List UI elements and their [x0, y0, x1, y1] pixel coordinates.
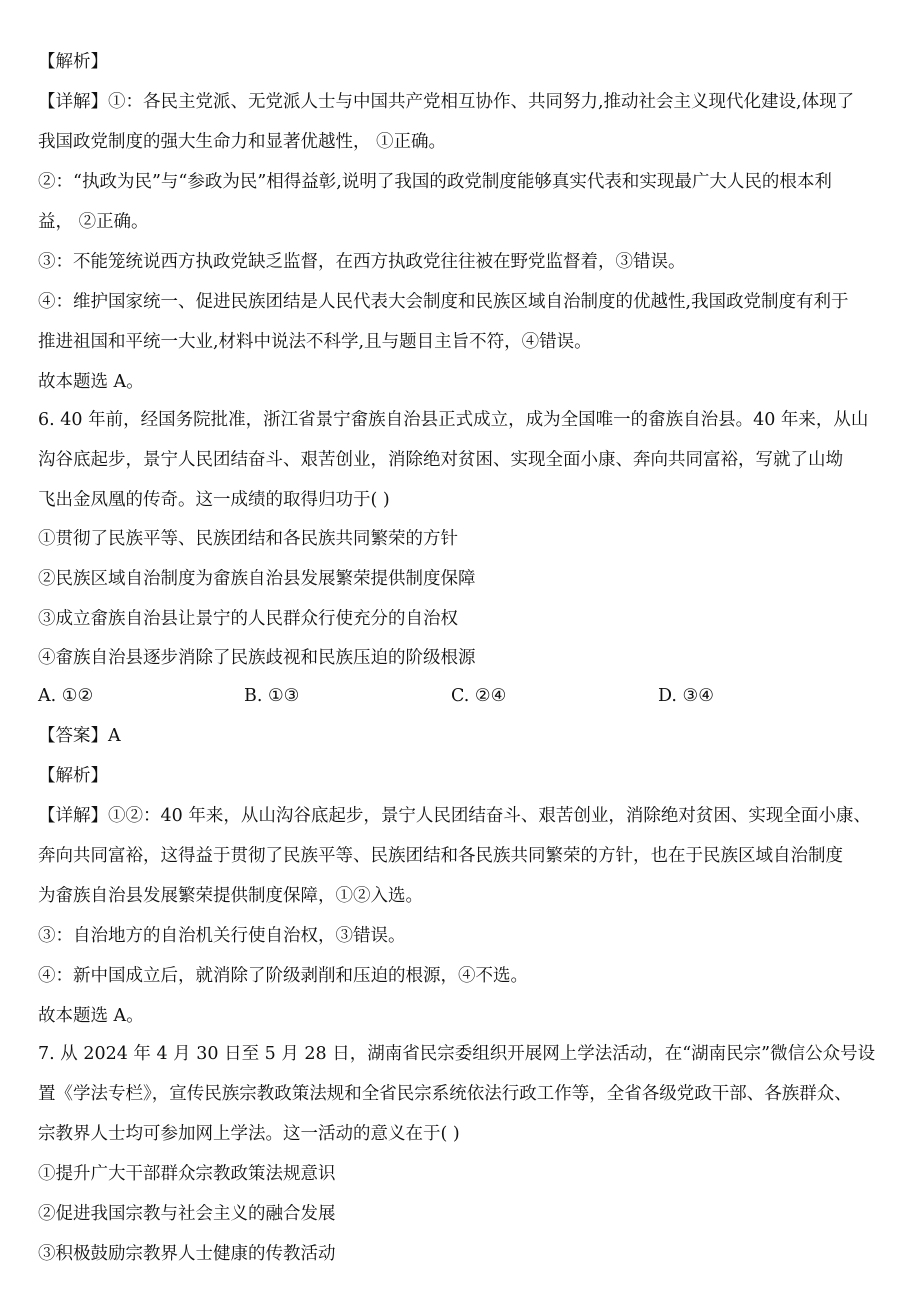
answer-line: 【答案】A: [38, 726, 121, 746]
conclusion-1: 故本题选 A。: [38, 372, 144, 392]
detail-line-4: 益， ②正确。: [38, 212, 149, 232]
choice-b: B. ①③: [244, 686, 300, 706]
choice-c: C. ②④: [451, 686, 507, 706]
question-6-option-1: ①贯彻了民族平等、民族团结和各民族共同繁荣的方针: [38, 529, 458, 549]
question-6-option-2: ②民族区域自治制度为畲族自治县发展繁荣提供制度保障: [38, 569, 476, 589]
analysis-heading-1: 【解析】: [38, 52, 108, 72]
question-7-option-2: ②促进我国宗教与社会主义的融合发展: [38, 1204, 336, 1224]
detail-line-5: ③：不能笼统说西方执政党缺乏监督，在西方执政党往往被在野党监督着，③错误。: [38, 252, 686, 272]
question-7-line-1: 7. 从 2024 年 4 月 30 日至 5 月 28 日，湖南省民宗委组织开展网上学法活动，在“湖南民宗”微信公众号设: [38, 1044, 876, 1064]
question-7-line-2: 置《学法专栏》，宣传民族宗教政策法规和全省民宗系统依法行政工作等，全省各级党政干部、各族群众、: [38, 1084, 852, 1104]
analysis-heading-2: 【解析】: [38, 766, 108, 786]
choice-d: D. ③④: [658, 686, 714, 706]
detail-line-6: ④：维护国家统一、促进民族团结是人民代表大会制度和民族区域自治制度的优越性,我国政党制度有利于: [38, 292, 849, 312]
detail-2-line-1: 【详解】①②：40 年来，从山沟谷底起步，景宁人民团结奋斗、艰苦创业，消除绝对贫困、实现全面小康、: [38, 806, 871, 826]
detail-2-line-3: 为畲族自治县发展繁荣提供制度保障，①②入选。: [38, 886, 423, 906]
question-7-line-3: 宗教界人士均可参加网上学法。这一活动的意义在于( ): [38, 1124, 460, 1144]
detail-line-7: 推进祖国和平统一大业,材料中说法不科学,且与题目主旨不符，④错误。: [38, 332, 592, 352]
question-6-line-3: 飞出金凤凰的传奇。这一成绩的取得归功于( ): [38, 490, 390, 510]
question-7-option-3: ③积极鼓励宗教界人士健康的传教活动: [38, 1244, 336, 1264]
detail-2-line-5: ④：新中国成立后，就消除了阶级剥削和压迫的根源，④不选。: [38, 966, 528, 986]
question-6-option-4: ④畲族自治县逐步消除了民族歧视和民族压迫的阶级根源: [38, 648, 476, 668]
question-6-line-1: 6. 40 年前，经国务院批准，浙江省景宁畲族自治县正式成立，成为全国唯一的畲族自治县。40 年来，从山: [38, 410, 869, 430]
detail-line-3: ②：“执政为民”与“参政为民”相得益彰,说明了我国的政党制度能够真实代表和实现最广大人民的根本利: [38, 172, 832, 192]
question-6-line-2: 沟谷底起步，景宁人民团结奋斗、艰苦创业，消除绝对贫困、实现全面小康、奔向共同富裕，写就了山坳: [38, 450, 843, 470]
question-6-option-3: ③成立畲族自治县让景宁的人民群众行使充分的自治权: [38, 609, 458, 629]
detail-line-1: 【详解】①：各民主党派、无党派人士与中国共产党相互协作、共同努力,推动社会主义现代化建设,体现了: [38, 92, 855, 112]
question-6-choices: [38, 686, 858, 708]
detail-2-line-4: ③：自治地方的自治机关行使自治权，③错误。: [38, 926, 406, 946]
question-7-option-1: ①提升广大干部群众宗教政策法规意识: [38, 1164, 336, 1184]
detail-2-line-2: 奔向共同富裕，这得益于贯彻了民族平等、民族团结和各民族共同繁荣的方针，也在于民族区域自治制度: [38, 846, 843, 866]
conclusion-2: 故本题选 A。: [38, 1006, 144, 1026]
detail-line-2: 我国政党制度的强大生命力和显著优越性， ①正确。: [38, 132, 447, 152]
choice-a: A. ①②: [38, 686, 94, 706]
